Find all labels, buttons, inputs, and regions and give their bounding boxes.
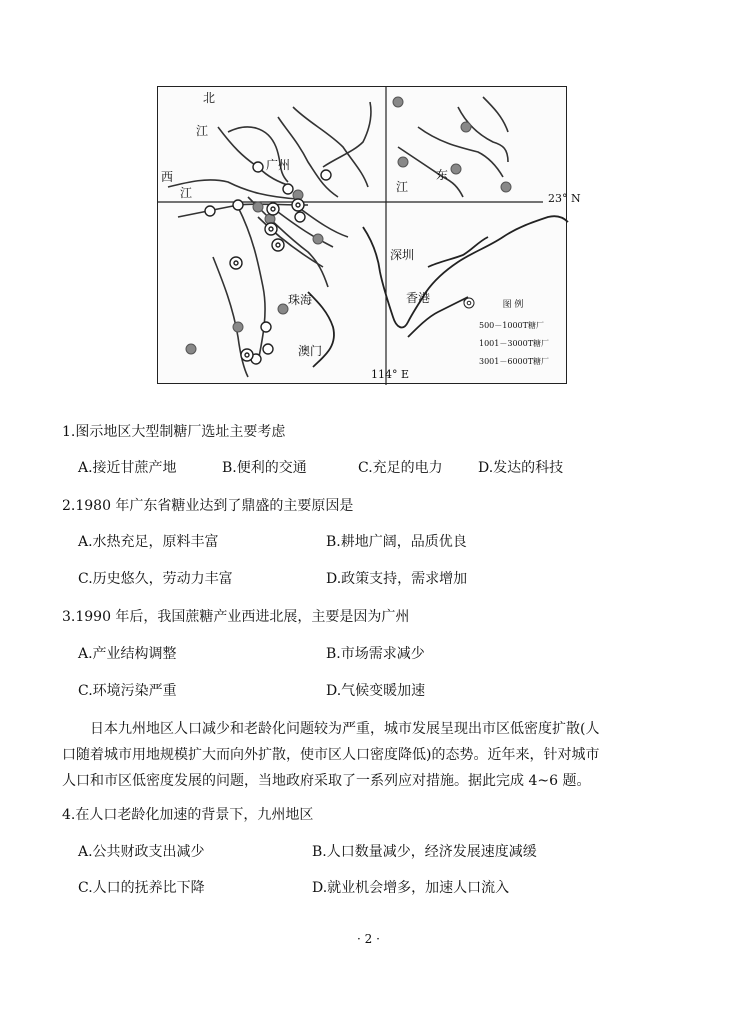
label-guangzhou: 广州 xyxy=(266,158,291,172)
label-bei: 北 xyxy=(203,91,216,105)
question-4-option-a: A.公共财政支出减少 xyxy=(78,844,205,860)
question-3-option-c: C.环境污染严重 xyxy=(78,683,177,699)
label-xi: 西 xyxy=(161,170,174,184)
label-jiang-west: 江 xyxy=(180,186,193,200)
question-4-option-d: D.就业机会增多，加速人口流入 xyxy=(312,880,510,896)
legend-row-medium xyxy=(463,334,563,352)
question-3-option-b: B.市场需求减少 xyxy=(326,646,425,662)
question-4-option-b: B.人口数量减少，经济发展速度减缓 xyxy=(312,844,537,860)
question-1-option-c: C.充足的电力 xyxy=(358,460,443,476)
question-1-stem: 1.图示地区大型制糖厂选址主要考虑 xyxy=(62,424,286,440)
label-jiang-east: 江 xyxy=(396,180,409,194)
legend-label-medium: 1001－3000T糖厂 xyxy=(479,338,550,348)
question-3-option-d: D.气候变暖加速 xyxy=(326,683,426,699)
question-3-stem: 3.1990 年后，我国蔗糖产业西进北展，主要是因为广州 xyxy=(62,609,410,625)
page-number: · 2 · xyxy=(357,932,380,946)
legend-row-small xyxy=(463,316,563,334)
sugar-factory-map xyxy=(157,86,581,384)
question-2-option-c: C.历史悠久，劳动力丰富 xyxy=(78,571,233,587)
label-longitude: 114° E xyxy=(371,368,410,381)
passage xyxy=(62,716,682,794)
question-4-stem: 4.在人口老龄化加速的背景下，九州地区 xyxy=(62,807,314,823)
question-3-option-a: A.产业结构调整 xyxy=(78,646,177,662)
question-2-option-a: A.水热充足，原料丰富 xyxy=(78,534,219,550)
label-latitude: 23° N xyxy=(548,192,581,205)
passage-line-2: 口随着城市用地规模扩大而向外扩散，使市区人口密度降低)的态势。近年来，针对城市 xyxy=(62,747,600,763)
passage-line-1: 日本九州地区人口减少和老龄化问题较为严重，城市发展呈现出市区低密度扩散(人 xyxy=(90,721,600,737)
question-1-option-a: A.接近甘蔗产地 xyxy=(78,460,177,476)
map-legend xyxy=(463,297,563,370)
legend-label-small: 500－1000T糖厂 xyxy=(479,320,544,330)
question-1-option-b: B.便利的交通 xyxy=(222,460,307,476)
question-4-option-c: C.人口的抚养比下降 xyxy=(78,880,205,896)
medium-factory-circles xyxy=(205,162,331,364)
question-2-stem: 2.1980 年广东省糖业达到了鼎盛的主要原因是 xyxy=(62,498,354,514)
question-1-option-d: D.发达的科技 xyxy=(478,460,564,476)
label-jiang-north: 江 xyxy=(196,124,209,138)
label-zhuhai: 珠海 xyxy=(288,293,313,307)
question-2-option-d: D.政策支持，需求增加 xyxy=(326,571,468,587)
label-shenzhen: 深圳 xyxy=(390,248,415,262)
question-2-option-b: B.耕地广阔，品质优良 xyxy=(326,534,467,550)
label-xianggang: 香港 xyxy=(406,291,431,305)
passage-line-3: 人口和市区低密度发展的问题，当地政府采取了一系列应对措施。据此完成 4~6 题。 xyxy=(62,773,591,789)
legend-label-large: 3001－6000T糖厂 xyxy=(479,356,550,366)
legend-title: 图 例 xyxy=(502,300,524,310)
river-lines xyxy=(168,97,508,377)
legend-row-large xyxy=(463,352,563,370)
label-dong: 东 xyxy=(436,168,449,182)
label-aomen: 澳门 xyxy=(298,344,323,358)
